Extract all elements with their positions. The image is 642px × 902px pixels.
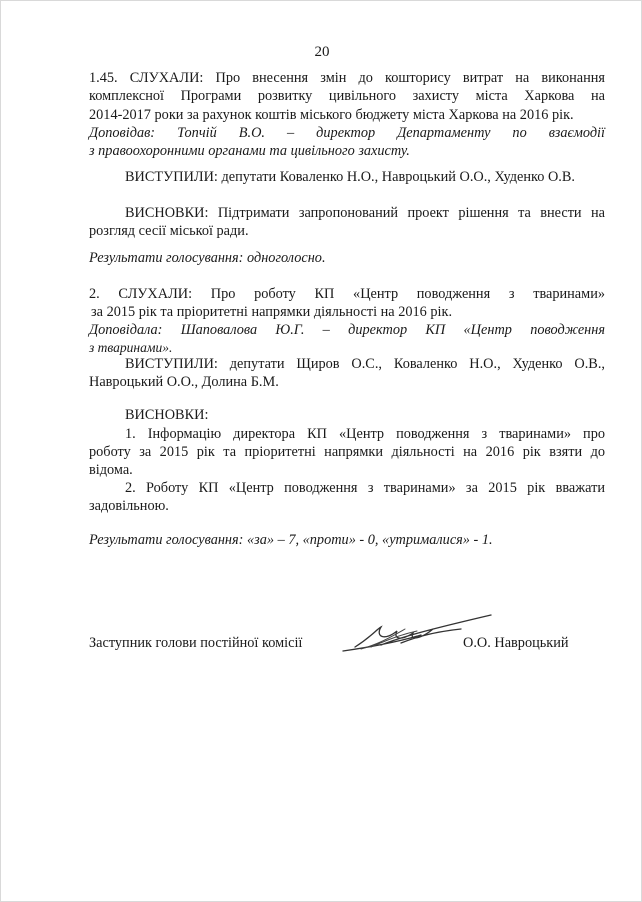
item-2-heard-line1: 2. СЛУХАЛИ: Про роботу КП «Центр поводження з тваринами» (89, 286, 605, 302)
signature-position: Заступник голови постійної комісії (89, 635, 303, 651)
item-145-heard-line2: комплексної Програми розвитку цивільного захисту міста Харкова на (89, 88, 605, 104)
item-145-conclusion-line2: розгляд сесії міської ради. (89, 223, 249, 239)
page-number: 20 (314, 44, 330, 60)
item-145-speaker-line2: з правоохоронними органами та цивільного захисту. (89, 143, 410, 159)
item-145-vote: Результати голосування: одноголосно. (89, 250, 326, 266)
signatory-name: О.О. Навроцький (463, 635, 569, 651)
item-145-speaker-line1: Доповідав: Топчій В.О. – директор Департаменту по взаємодії (89, 125, 605, 141)
item-2-speaker-line1: Доповідала: Шаповалова Ю.Г. – директор КП «Центр поводження (89, 322, 605, 338)
item-2-conclusion2-line1: 2. Роботу КП «Центр поводження з тваринами» за 2015 рік вважати (125, 480, 605, 496)
item-145-heard-line1: 1.45. СЛУХАЛИ: Про внесення змін до кошторису витрат на виконання (89, 70, 605, 86)
item-2-heard-line2: за 2015 рік та пріоритетні напрямки діяльності на 2016 рік. (91, 304, 453, 320)
item-2-conclusion2-line2: задовільною. (89, 498, 169, 514)
item-2-spoke-line2: Навроцький О.О., Долина Б.М. (89, 374, 279, 390)
item-145-conclusion-line1: ВИСНОВКИ: Підтримати запропонований проект рішення та внести на (125, 205, 605, 221)
item-2-conclusion1-line2: роботу за 2015 рік та пріоритетні напрямки діяльності на 2016 рік взяти до (89, 444, 605, 460)
item-145-spoke: ВИСТУПИЛИ: депутати Коваленко Н.О., Навроцький О.О., Худенко О.В. (125, 169, 575, 185)
item-2-conclusion1-line3: відома. (89, 462, 133, 478)
item-2-spoke-line1: ВИСТУПИЛИ: депутати Щиров О.С., Коваленко Н.О., Худенко О.В., (125, 356, 605, 372)
item-145-heard-line3: 2014-2017 роки за рахунок коштів міського бюджету міста Харкова на 2016 рік. (89, 107, 574, 123)
item-2-speaker-line2: з тваринами». (89, 340, 173, 355)
item-2-conclusions-heading: ВИСНОВКИ: (125, 407, 209, 423)
item-2-vote: Результати голосування: «за» – 7, «проти» - 0, «утрималися» - 1. (89, 532, 493, 548)
item-2-conclusion1-line1: 1. Інформацію директора КП «Центр поводження з тваринами» про (125, 426, 605, 442)
